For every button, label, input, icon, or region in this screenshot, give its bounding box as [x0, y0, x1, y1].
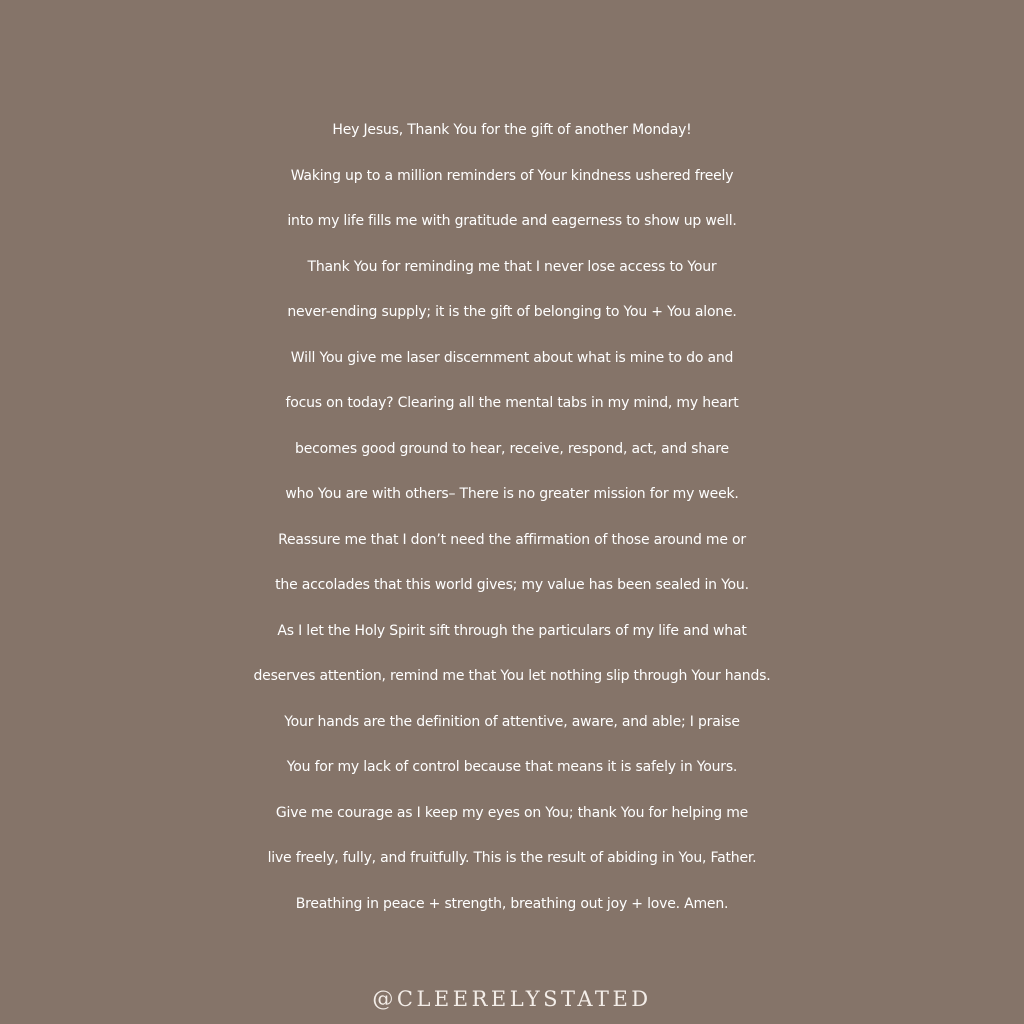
prayer-line: As I let the Holy Spirit sift through the particulars of my life and what: [277, 622, 747, 639]
prayer-line: Breathing in peace + strength, breathing out joy + love. Amen.: [295, 895, 729, 912]
prayer-line: You for my lack of control because that means it is safely in Yours.: [286, 759, 738, 775]
prayer-line: becomes good ground to hear, receive, respond, act, and share: [295, 440, 729, 457]
prayer-line: Your hands are the definition of attentive, aware, and able; I praise: [284, 713, 740, 730]
prayer-line: Give me courage as I keep my eyes on You; thank You for helping me: [275, 804, 749, 821]
prayer-line: into my life fills me with gratitude and eagerness to show up well.: [287, 213, 737, 229]
prayer-line: the accolades that this world gives; my value has been sealed in You.: [275, 577, 749, 593]
prayer-line: live freely, fully, and fruitfully. This is the result of abiding in You, Father.: [267, 850, 757, 866]
prayer-line: Hey Jesus, Thank You for the gift of another Monday!: [332, 122, 692, 138]
prayer-line: focus on today? Clearing all the mental tabs in my mind, my heart: [285, 395, 739, 411]
prayer-line: deserves attention, remind me that You let nothing slip through Your hands.: [253, 668, 771, 684]
prayer-line: who You are with others– There is no greater mission for my week.: [285, 486, 739, 502]
prayer-line: never-ending supply; it is the gift of belonging to You + You alone.: [287, 304, 737, 320]
prayer-text: [0, 108, 1024, 927]
prayer-line: Reassure me that I don’t need the affirmation of those around me or: [278, 531, 746, 548]
account-handle: @CLEERELYSTATED: [372, 987, 652, 1011]
prayer-line: Waking up to a million reminders of Your kindness ushered freely: [290, 167, 734, 184]
prayer-line: Thank You for reminding me that I never lose access to Your: [307, 258, 717, 275]
prayer-line: Will You give me laser discernment about what is mine to do and: [290, 349, 734, 366]
